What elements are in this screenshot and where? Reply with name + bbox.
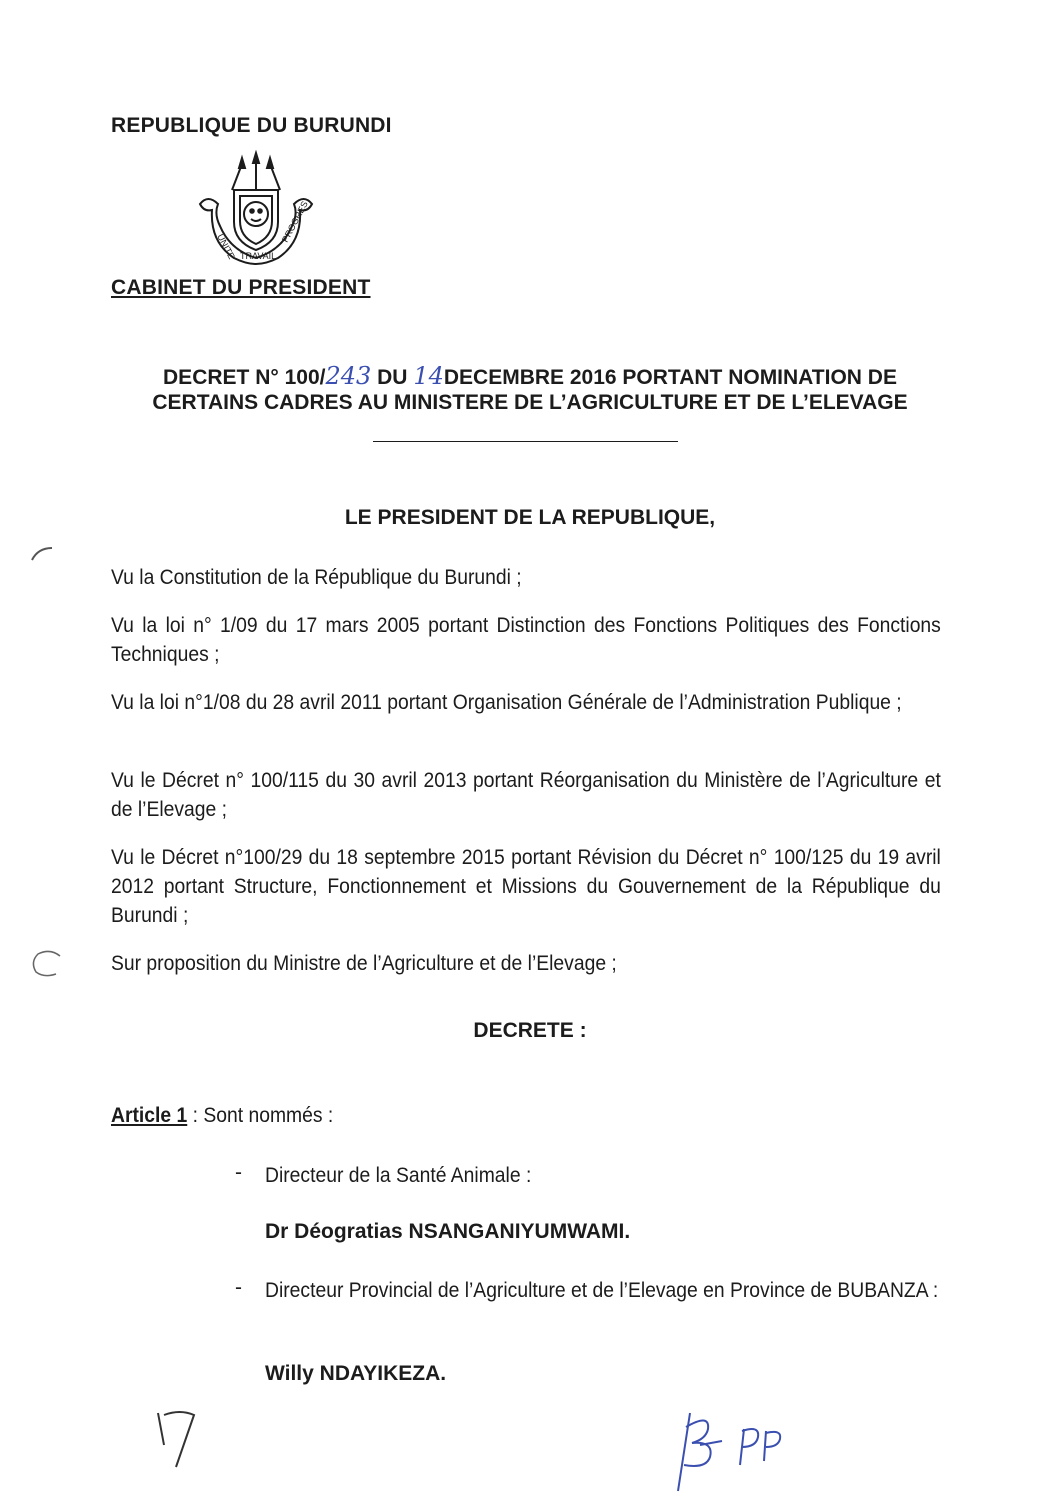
vu-decret-2013: Vu le Décret n° 100/115 du 30 avril 2013 portant Réorganisation du Ministère de l’Agriculture et de l’Elevage ; (111, 769, 941, 821)
punch-hole-mark (24, 944, 68, 988)
coat-of-arms-emblem (190, 150, 330, 278)
sur-proposition: Sur proposition du Ministre de l’Agriculture et de l’Elevage ; (111, 952, 617, 975)
svg-text:UNITE: UNITE (215, 232, 237, 261)
article-1-intro (111, 1104, 333, 1128)
vu-loi-2011: Vu la loi n°1/08 du 28 avril 2011 portant Organisation Générale de l’Administration Publique ; (111, 691, 902, 714)
article-1-label: Article 1 (111, 1104, 188, 1127)
decree-title-line1 (0, 362, 1060, 390)
list-item-name: Willy NDAYIKEZA. (265, 1362, 447, 1385)
list-item-dash: - (235, 1161, 242, 1184)
country-heading: REPUBLIQUE DU BURUNDI (111, 114, 392, 137)
list-item-post: Directeur de la Santé Animale : (265, 1164, 532, 1187)
decree-prefix: DECRET N° 100/ (163, 366, 326, 389)
title-divider (373, 441, 678, 442)
vu-decret-2015: Vu le Décret n°100/29 du 18 septembre 2015 portant Révision du Décret n° 100/125 du 19 avril 2012 portant Structure, Fonctionnement et Missions du Gouvernement de la République du Burundi ; (111, 846, 941, 927)
president-heading: LE PRESIDENT DE LA REPUBLIQUE, (344, 506, 716, 529)
decrete-heading: DECRETE : (473, 1019, 587, 1042)
list-item-post: Directeur Provincial de l’Agriculture et de l’Elevage en Province de BUBANZA : (265, 1279, 939, 1302)
handwritten-initials (670, 1405, 790, 1495)
list-item-dash: - (235, 1276, 242, 1299)
article-1-text: : Sont nommés : (187, 1104, 334, 1127)
decree-du: DU (377, 366, 408, 389)
svg-text:PROGRES: PROGRES (279, 199, 310, 244)
vu-constitution: Vu la Constitution de la République du Burundi ; (111, 566, 522, 589)
decree-title-rest: DECEMBRE 2016 PORTANT NOMINATION DE (443, 366, 897, 389)
decree-title-line2: CERTAINS CADRES AU MINISTERE DE L’AGRICULTURE ET DE L’ELEVAGE (152, 391, 908, 414)
list-item-name: Dr Déogratias NSANGANIYUMWAMI. (265, 1220, 631, 1243)
punch-hole-mark (28, 540, 68, 580)
svg-text:TRAVAIL: TRAVAIL (240, 251, 277, 261)
handwritten-decree-number: 243 (325, 362, 372, 390)
handwritten-day: 14 (413, 362, 444, 390)
vu-loi-2005: Vu la loi n° 1/09 du 17 mars 2005 portant Distinction des Fonctions Politiques des Fonctions Techniques ; (111, 614, 941, 666)
handwritten-page-mark (150, 1405, 210, 1475)
office-heading: CABINET DU PRESIDENT (111, 276, 371, 299)
